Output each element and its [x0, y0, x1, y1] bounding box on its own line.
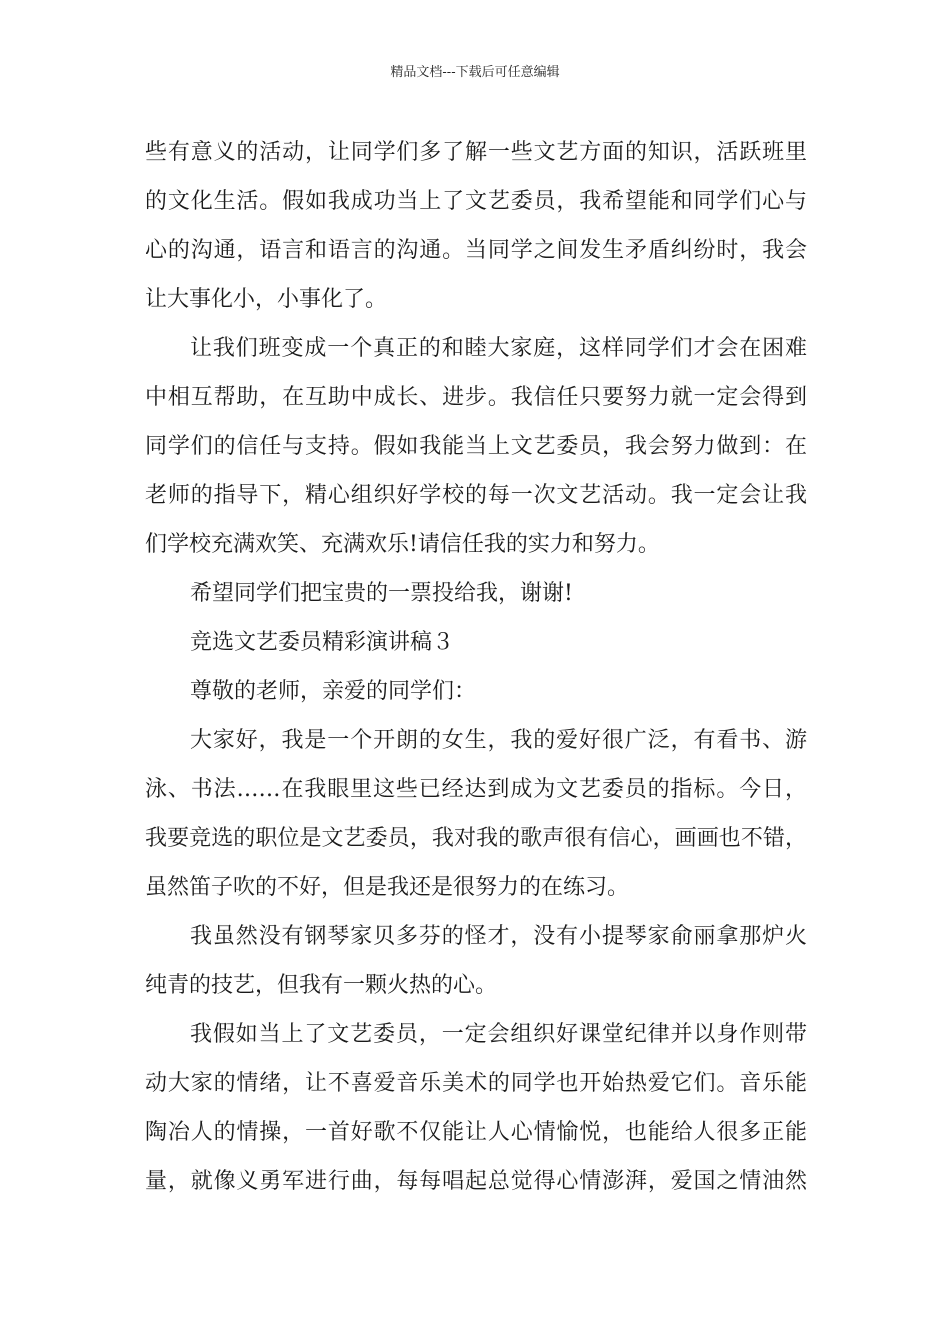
paragraph-line: 泳、书法……在我眼里这些已经达到成为文艺委员的指标。今日， [145, 777, 807, 802]
paragraph [145, 618, 807, 667]
paragraph-line: 大家好，我是一个开朗的女生，我的爱好很广泛，有看书、游 [190, 728, 807, 753]
paragraph-line: 动大家的情绪，让不喜爱音乐美术的同学也开始热爱它们。音乐能 [145, 1071, 807, 1096]
paragraph-line: 们学校充满欢笑、充满欢乐!请信任我的实力和努力。 [145, 532, 660, 557]
paragraph-line: 的文化生活。假如我成功当上了文艺委员，我希望能和同学们心与 [145, 189, 807, 214]
paragraph [145, 667, 807, 716]
paragraph-line: 我假如当上了文艺委员，一定会组织好课堂纪律并以身作则带 [190, 1022, 807, 1047]
paragraph [145, 1010, 807, 1206]
paragraph-line: 虽然笛子吹的不好，但是我还是很努力的在练习。 [145, 875, 630, 900]
paragraph [145, 716, 807, 912]
paragraph-line: 量，就像义勇军进行曲，每每唱起总觉得心情澎湃，爱国之情油然 [145, 1169, 807, 1194]
paragraph-line: 些有意义的活动，让同学们多了解一些文艺方面的知识，活跃班里 [145, 140, 807, 165]
paragraph [145, 569, 807, 618]
page-header: 精品文档---下载后可任意编辑 [390, 65, 560, 80]
paragraph-line: 纯青的技艺，但我有一颗火热的心。 [145, 973, 498, 998]
paragraph-line: 我虽然没有钢琴家贝多芬的怪才，没有小提琴家俞丽拿那炉火 [190, 924, 807, 949]
paragraph [145, 128, 807, 324]
document-body [145, 128, 807, 1206]
paragraph-line: 希望同学们把宝贵的一票投给我，谢谢! [190, 581, 573, 606]
paragraph-line: 让我们班变成一个真正的和睦大家庭，这样同学们才会在困难 [190, 336, 807, 361]
paragraph-line: 心的沟通，语言和语言的沟通。当同学之间发生矛盾纠纷时，我会 [145, 238, 807, 263]
paragraph [145, 912, 807, 1010]
paragraph [145, 324, 807, 569]
paragraph-line: 中相互帮助，在互助中成长、进步。我信任只要努力就一定会得到 [145, 385, 807, 410]
paragraph-line: 尊敬的老师，亲爱的同学们： [190, 679, 477, 704]
paragraph-line: 陶冶人的情操，一首好歌不仅能让人心情愉悦，也能给人很多正能 [145, 1120, 807, 1145]
paragraph-line: 同学们的信任与支持。假如我能当上文艺委员，我会努力做到：在 [145, 434, 807, 459]
paragraph-line: 竞选文艺委员精彩演讲稿３ [190, 630, 455, 655]
paragraph-line: 我要竞选的职位是文艺委员，我对我的歌声很有信心，画画也不错， [145, 826, 807, 851]
paragraph-line: 老师的指导下，精心组织好学校的每一次文艺活动。我一定会让我 [145, 483, 807, 508]
paragraph-line: 让大事化小，小事化了。 [145, 287, 388, 312]
